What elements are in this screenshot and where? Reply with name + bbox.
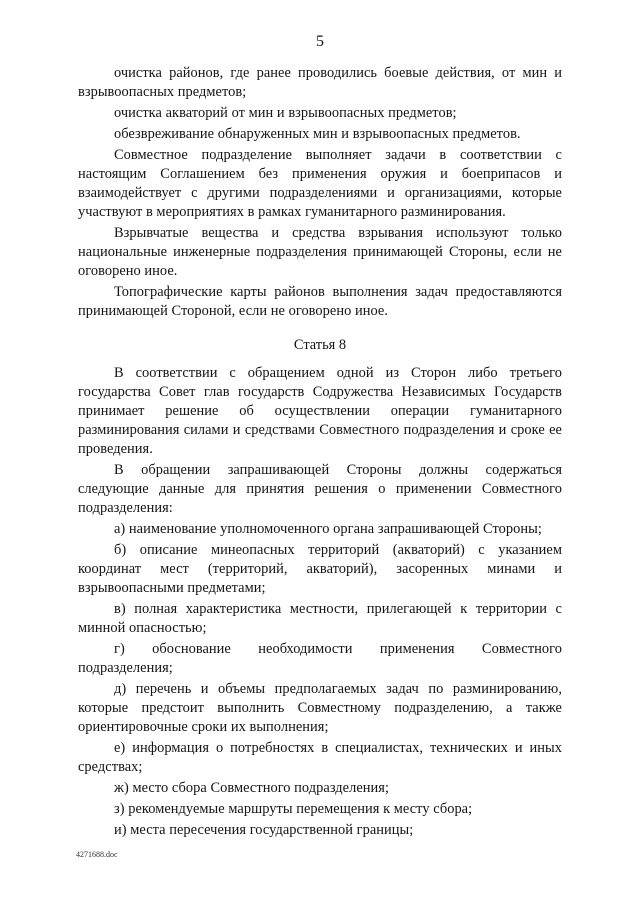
paragraph: В обращении запрашивающей Стороны должны содержаться следующие данные для принятия решения о применении Совместного подразделения:	[78, 462, 562, 516]
list-item: г) обоснование необходимости применения Совместного подразделения;	[78, 641, 562, 676]
paragraph: очистка районов, где ранее проводились боевые действия, от мин и взрывоопасных предметов;	[78, 65, 562, 100]
list-item: б) описание минеопасных территорий (акваторий) с указанием координат мест (территорий, акваторий), засоренных минами и взрывоопасными предметами;	[78, 542, 562, 596]
list-item: ж) место сбора Совместного подразделения;	[114, 780, 389, 796]
paragraph: Совместное подразделение выполняет задачи в соответствии с настоящим Соглашением без применения оружия и боеприпасов и взаимодействует с другими подразделениями и организациями, которые участвуют в мероприятиях в рамках гуманитарного разминирования.	[78, 147, 562, 220]
paragraph: очистка акваторий от мин и взрывоопасных предметов;	[114, 105, 457, 121]
page-number: 5	[316, 33, 324, 50]
list-item: а) наименование уполномоченного органа запрашивающей Стороны;	[114, 521, 542, 537]
document-body	[78, 64, 562, 840]
list-item: е) информация о потребностях в специалистах, технических и иных средствах;	[78, 740, 562, 775]
footer-file-name: 4271688.doc	[76, 850, 118, 859]
list-item: д) перечень и объемы предполагаемых задач по разминированию, которые предстоит выполнить Совместному подразделению, а также ориентировочные сроки их выполнения;	[78, 681, 562, 735]
paragraph: В соответствии с обращением одной из Сторон либо третьего государства Совет глав государств Содружества Независимых Государств принимает решение об осуществлении операции гуманитарного разминирования силами и средствами Совместного подразделения и сроке ее проведения.	[78, 365, 562, 457]
paragraph: Топографические карты районов выполнения задач предоставляются принимающей Стороной, если не оговорено иное.	[78, 284, 562, 319]
article-heading: Статья 8	[293, 337, 347, 353]
paragraph: обезвреживание обнаруженных мин и взрывоопасных предметов.	[114, 126, 521, 142]
list-item: з) рекомендуемые маршруты перемещения к месту сбора;	[114, 801, 473, 817]
list-item: и) места пересечения государственной границы;	[114, 822, 414, 838]
list-item: в) полная характеристика местности, прилегающей к территории с минной опасностью;	[78, 601, 562, 636]
paragraph: Взрывчатые вещества и средства взрывания используют только национальные инженерные подразделения принимающей Стороны, если не оговорено иное.	[78, 225, 562, 279]
